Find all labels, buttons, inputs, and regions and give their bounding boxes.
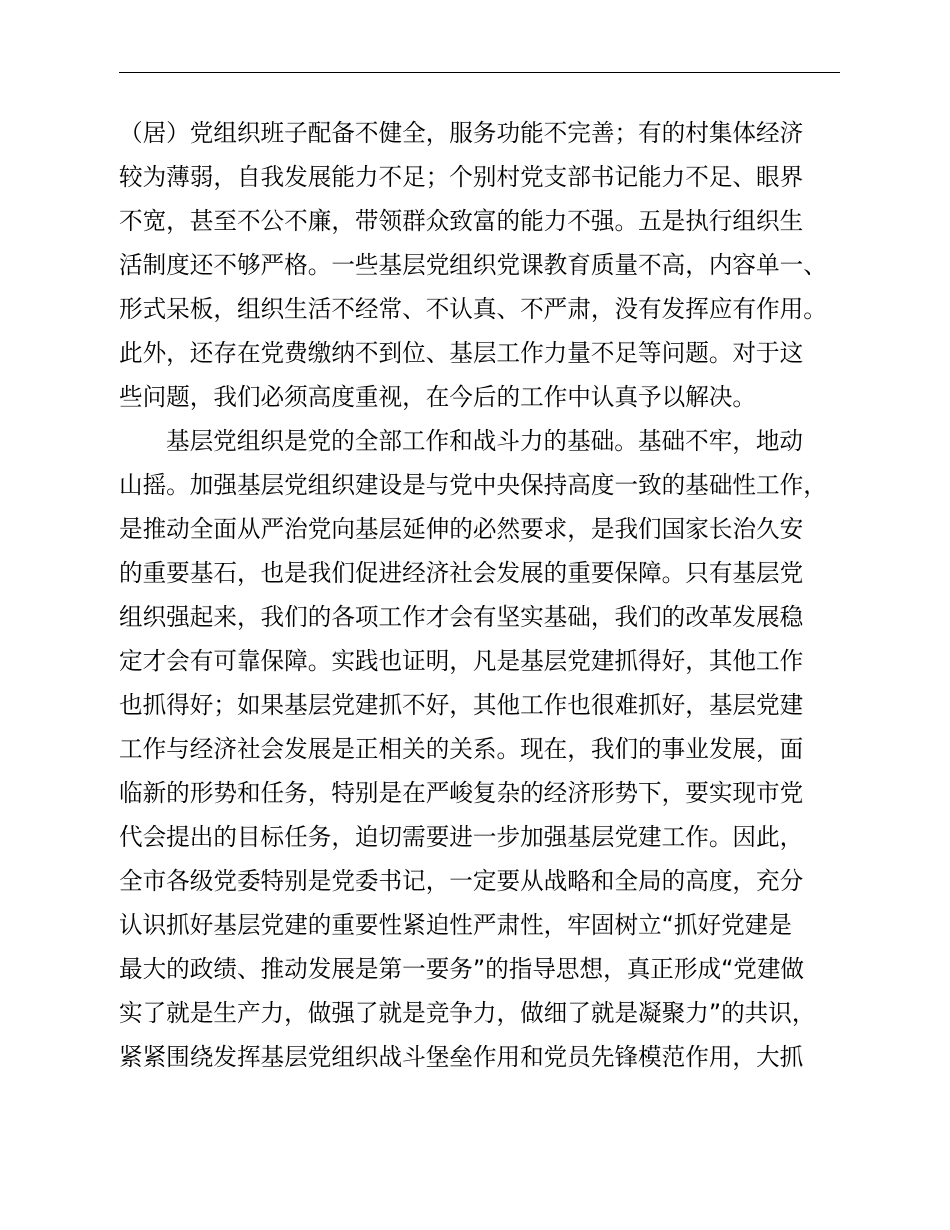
text-line: 是推动全面从严治党向基层延伸的必然要求，是我们国家长治久安 [119,515,804,543]
text-line: 组织强起来，我们的各项工作才会有坚实基础，我们的改革发展稳 [119,603,804,631]
text-line: 活制度还不够严格。一些基层党组织党课教育质量不高，内容单一、 [119,251,827,279]
document-body [119,111,859,1079]
text-line: 工作与经济社会发展是正相关的关系。现在，我们的事业发展，面 [119,735,804,763]
header-rule [119,72,840,73]
text-line: 此外，还存在党费缴纳不到位、基层工作力量不足等问题。对于这 [119,339,804,367]
text-line: 山摇。加强基层党组织建设是与党中央保持高度一致的基础性工作， [119,471,827,499]
text-line: 代会提出的目标任务，迫切需要进一步加强基层党建工作。因此， [119,823,804,851]
text-line: 些问题，我们必须高度重视，在今后的工作中认真予以解决。 [119,383,757,411]
text-line: 全市各级党委特别是党委书记，一定要从战略和全局的高度，充分 [119,867,804,895]
text-line: （居）党组织班子配备不健全，服务功能不完善；有的村集体经济 [119,119,804,147]
text-line: 认识抓好基层党建的重要性紧迫性严肃性，牢固树立“抓好党建是 [119,911,792,939]
text-line: 不宽，甚至不公不廉，带领群众致富的能力不强。五是执行组织生 [119,207,804,235]
text-line: 定才会有可靠保障。实践也证明，凡是基层党建抓得好，其他工作 [119,647,804,675]
text-line: 较为薄弱，自我发展能力不足；个别村党支部书记能力不足、眼界 [119,163,804,191]
text-line: 形式呆板，组织生活不经常、不认真、不严肃，没有发挥应有作用。 [119,295,827,323]
text-line: 也抓得好；如果基层党建抓不好，其他工作也很难抓好，基层党建 [119,691,804,719]
paragraph-first-line: 基层党组织是党的全部工作和战斗力的基础。基础不牢，地动 [166,427,804,455]
text-line: 实了就是生产力，做强了就是竞争力，做细了就是凝聚力”的共识， [119,999,816,1027]
text-line: 最大的政绩、推动发展是第一要务”的指导思想，真正形成“党建做 [119,955,805,983]
text-line: 的重要基石，也是我们促进经济社会发展的重要保障。只有基层党 [119,559,804,587]
text-line: 紧紧围绕发挥基层党组织战斗堡垒作用和党员先锋模范作用，大抓 [119,1043,804,1071]
text-line: 临新的形势和任务，特别是在严峻复杂的经济形势下，要实现市党 [119,779,804,807]
